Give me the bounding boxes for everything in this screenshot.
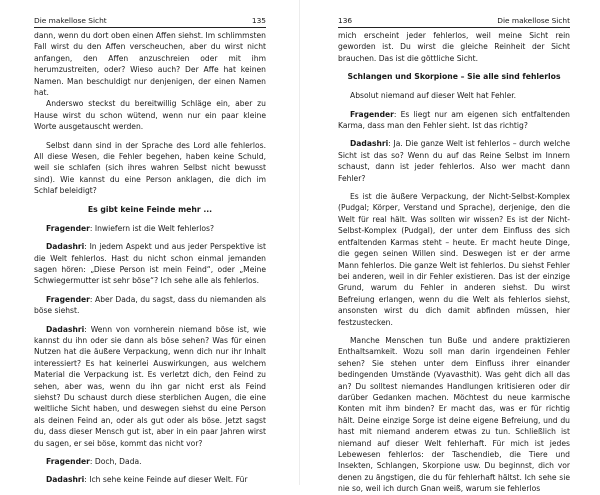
- dialogue-text: : Inwiefern ist die Welt fehlerlos?: [89, 223, 214, 233]
- dialogue-paragraph: [34, 223, 266, 234]
- dialogue-text: : Aber Dada, du sagst, dass du niemanden als böse siehst.: [34, 294, 266, 316]
- dialogue-paragraph: [34, 241, 266, 287]
- body-paragraph: Absolut niemand auf dieser Welt hat Fehler.: [350, 91, 517, 101]
- left-page-header: [34, 13, 266, 28]
- body-paragraph: dann, wenn du dort oben einen Affen siehst. Im schlimmsten Fall wirst du den Affen verscheuchen, aber du wirst nicht anfangen, den Affen anzuschreien oder mit ihm herumzustreiten, oder? Wieso auch? Der Affe hat keinen Namen. Man beschuldigt nur denjenigen, der einen Namen hat.: [34, 31, 266, 98]
- speaker-name: Fragender: [350, 109, 394, 119]
- speaker-name: Dadashri: [350, 139, 389, 149]
- left-page-body: [34, 30, 266, 486]
- dialogue-paragraph: [34, 324, 266, 449]
- body-paragraph: Es ist die äußere Verpackung, der Nicht-Selbst-Komplex (Pudgal; Körper, Verstand und Sprache), derjenige, den die Welt für real hält. Was sollten wir wissen? Es ist der Nicht-Selbst-Komplex (Pudgal), der unter dem Einfluss des sich entfaltenden Karmas steht – heute. Er macht heute Dinge, die gegen seinen Willen sind. Deswegen ist er der arme Mann fehlerlos. Die ganze Welt ist fehlerlos. Du siehst Fehler bei anderen, weil in dir Fehler existieren. Das ist der einzige Grund, warum du Fehler in anderen siehst. Du wirst Befreiung erlangen, wenn du die Welt als fehlerlos siehst, ansonsten wirst du dich damit abfinden müssen, hier festzustecken.: [338, 192, 570, 327]
- speaker-name: Dadashri: [46, 324, 85, 334]
- dialogue-paragraph: [34, 456, 266, 467]
- body-paragraph: Selbst dann sind in der Sprache des Lord alle fehlerlos. All diese Wesen, die Fehler begehen, haben keine Schuld, weil sie schlafen (sich ihres wahren Selbst nicht bewusst sind). Wie kannst du eine Person anklagen, die dich im Schlaf beleidigt?: [34, 140, 266, 196]
- body-paragraph: Manche Menschen tun Buße und andere praktizieren Enthaltsamkeit. Wozu soll man darin irgendeinen Fehler sehen? Sie stehen unter dem Einfluss ihrer einander bedingenden Umstände (Vyavasthit). Was geht dich all das an? Du solltest niemandes Handlungen kritisieren oder dir darüber Gedanken machen. Möchtest du neue karmische Konten mit ihm binden? Er macht das, was er für richtig hält. Deine einzige Sorge ist deine eigene Befreiung, und du hast mit niemand anderem etwas zu tun. Schließlich ist niemand auf dieser Welt fehlerhaft. Für mich ist jedes Lebewesen fehlerlos: der Taschendieb, die Tiere und Insekten, Schlangen, Skorpione usw. Du beginnst, dich vor denen zu ängstigen, die du für fehlerhaft hältst. Ich sehe sie nie so, weil ich durch Gnan weiß, warum sie fehlerlos: [338, 335, 570, 494]
- body-paragraph: Anderswo steckst du bereitwillig Schläge ein, aber zu Hause wirst du schon wütend, wenn nur ein paar kleine Worte ausgetauscht werden.: [34, 99, 266, 132]
- right-page: [338, 0, 570, 494]
- right-page-body: [338, 30, 570, 495]
- dialogue-text: : Wenn von vornherein niemand böse ist, wie kannst du ihn oder sie dann als böse sehen? Was für einen Nutzen hat die äußere Verpackung, wenn dich nur ihr Inhalt interessiert? Es hat keinerlei Auswirkungen, aus welchem Material die Verpackung ist. Es verletzt dich, den Feind zu sehen, aber was, wenn du ihn gar nicht erst als Feind siehst? Du schaust durch diese sterblichen Augen, die eine weltliche Sicht haben, und deswegen siehst du eine Person als deinen Feind an, oder als gut oder als böse. Jetzt sagst du, dass dieser Mensch gut ist, aber in ein paar Jahren wirst du sagen, er sei böse, kommt das nicht vor?: [34, 324, 266, 448]
- left-page: [34, 0, 266, 485]
- book-gutter: [299, 0, 300, 485]
- speaker-name: Fragender: [46, 457, 90, 466]
- dialogue-text: : Ich sehe keine Feinde auf dieser Welt. Für: [84, 475, 248, 485]
- speaker-name: Fragender: [46, 294, 90, 304]
- dialogue-text: : In jedem Aspekt und aus jeder Perspektive ist die Welt fehlerlos. Hast du nicht schon einmal jemanden sagen hören: „Diese Person ist mein Feind“, oder „Meine Schwiegermutter ist sehr böse“? Ich sehe alle als fehlerlos.: [34, 242, 266, 286]
- page-number: 136: [338, 16, 353, 25]
- dialogue-paragraph: [34, 294, 266, 317]
- speaker-name: Dadashri: [46, 475, 85, 485]
- dialogue-paragraph: [34, 474, 266, 485]
- dialogue-paragraph: [338, 138, 570, 184]
- section-heading: Schlangen und Skorpione – Sie alle sind fehlerlos: [347, 72, 561, 82]
- section-heading: Es gibt keine Feinde mehr ...: [87, 204, 213, 214]
- dialogue-paragraph: [338, 109, 570, 132]
- dialogue-text: : Es liegt nur am eigenen sich entfaltenden Karma, dass man den Fehler sieht. Ist das richtig?: [338, 109, 570, 131]
- running-title: Die makellose Sicht: [34, 16, 107, 25]
- speaker-name: Dadashri: [46, 242, 85, 252]
- running-title: Die makellose Sicht: [497, 16, 570, 25]
- page-number: 135: [251, 16, 266, 25]
- right-page-header: [338, 13, 570, 28]
- speaker-name: Fragender: [46, 223, 90, 233]
- dialogue-text: : Ja. Die ganze Welt ist fehlerlos – durch welche Sicht ist das so? Wenn du auf das Reine Selbst im Innern schaust, dann ist jeder fehlerlos. Also wer macht dann Fehler?: [338, 139, 570, 183]
- body-paragraph: mich erscheint jeder fehlerlos, weil meine Sicht rein geworden ist. Du wirst die gleiche Reinheit der Sicht brauchen. Das ist die göttliche Sicht.: [338, 31, 570, 63]
- dialogue-text: : Doch, Dada.: [89, 457, 142, 466]
